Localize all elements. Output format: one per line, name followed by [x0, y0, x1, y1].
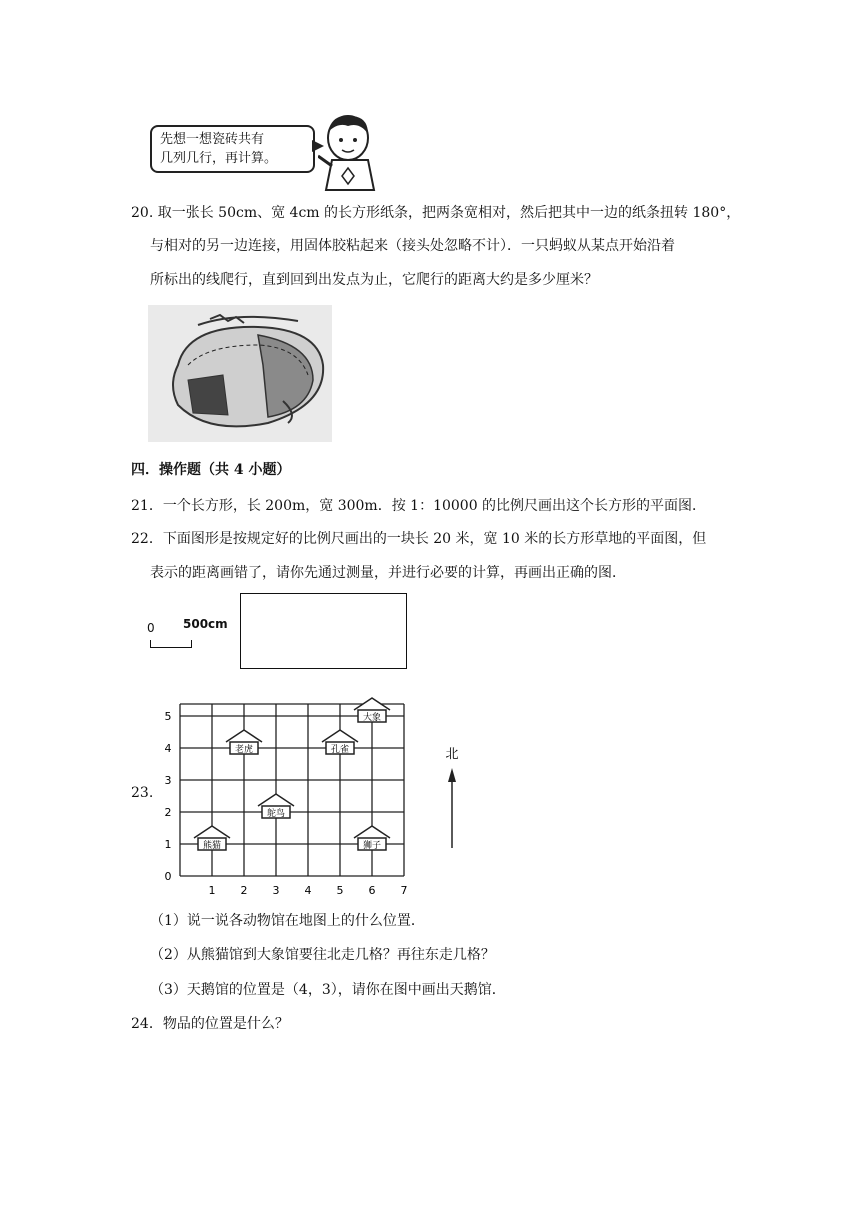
q23-sub-3: （3）天鹅馆的位置是（4，3），请你在图中画出天鹅馆．	[150, 982, 506, 998]
zoo-building	[322, 730, 358, 755]
x-tick-label: 7	[400, 884, 408, 897]
y-tick-label: 3	[164, 774, 172, 787]
lawn-rectangle	[240, 593, 407, 669]
q24-text: 24．物品的位置是什么？	[131, 1016, 289, 1032]
zoo-map-grid	[150, 678, 470, 903]
q22-line-2: 表示的距离画错了，请你先通过测量，并进行必要的计算，再画出正确的图．	[150, 565, 626, 581]
boy-illustration	[318, 110, 388, 192]
building-label: 老虎	[234, 745, 254, 755]
q21-text: 21．一个长方形，长 200m，宽 300m．按 1：10000 的比例尺画出这个长方形的平面图．	[131, 498, 707, 514]
zoo-building	[226, 730, 262, 755]
scale-value: 500cm	[183, 617, 228, 631]
mobius-strip-drawing	[148, 305, 332, 442]
building-label: 熊猫	[202, 841, 222, 851]
y-tick-label: 1	[164, 838, 172, 851]
north-label: 北	[445, 747, 459, 762]
building-roof	[322, 730, 358, 742]
q23-number: 23.	[131, 785, 154, 801]
zoo-building	[354, 826, 390, 851]
x-tick-label: 4	[304, 884, 312, 897]
building-roof	[226, 730, 262, 742]
section-heading: 四．操作题（共 4 小题）	[131, 462, 291, 478]
building-roof	[354, 826, 390, 838]
q20-line-1: 20. 取一张长 50cm、宽 4cm 的长方形纸条，把两条宽相对，然后把其中一边的纸条扭转 180°，	[131, 205, 741, 221]
bubble-line-1: 先想一想瓷砖共有	[160, 132, 265, 147]
zoo-building	[354, 698, 390, 723]
x-tick-label: 3	[272, 884, 280, 897]
q20-line-3: 所标出的线爬行，直到回到出发点为止，它爬行的距离大约是多少厘米？	[150, 272, 598, 288]
zoo-building	[258, 794, 294, 819]
bubble-line-2: 几列几行，再计算。	[160, 151, 278, 166]
x-tick-label: 5	[336, 884, 344, 897]
scale-zero: 0	[147, 621, 155, 635]
scale-bar	[150, 640, 192, 648]
speech-bubble	[150, 125, 315, 173]
x-tick-label: 6	[368, 884, 376, 897]
x-tick-label: 1	[208, 884, 216, 897]
y-tick-label: 5	[164, 710, 172, 723]
building-roof	[258, 794, 294, 806]
q23-sub-1: （1）说一说各动物馆在地图上的什么位置．	[150, 913, 425, 929]
building-label: 大象	[362, 713, 382, 723]
building-roof	[194, 826, 230, 838]
zoo-building	[194, 826, 230, 851]
north-arrow-head	[448, 768, 456, 782]
q20-line-2: 与相对的另一边连接，用固体胶粘起来（接头处忽略不计）．一只蚂蚁从某点开始沿着	[150, 238, 675, 254]
building-label: 狮子	[362, 841, 382, 851]
x-tick-label: 2	[240, 884, 248, 897]
building-label: 鸵鸟	[266, 809, 286, 819]
y-tick-label: 2	[164, 806, 172, 819]
q22-line-1: 22．下面图形是按规定好的比例尺画出的一块长 20 米，宽 10 米的长方形草地的平面图，但	[131, 531, 707, 547]
building-label: 孔雀	[330, 745, 350, 755]
y-tick-label: 4	[164, 742, 172, 755]
q23-sub-2: （2）从熊猫馆到大象馆要往北走几格？再往东走几格？	[150, 947, 495, 963]
y-tick-label: 0	[164, 870, 172, 883]
